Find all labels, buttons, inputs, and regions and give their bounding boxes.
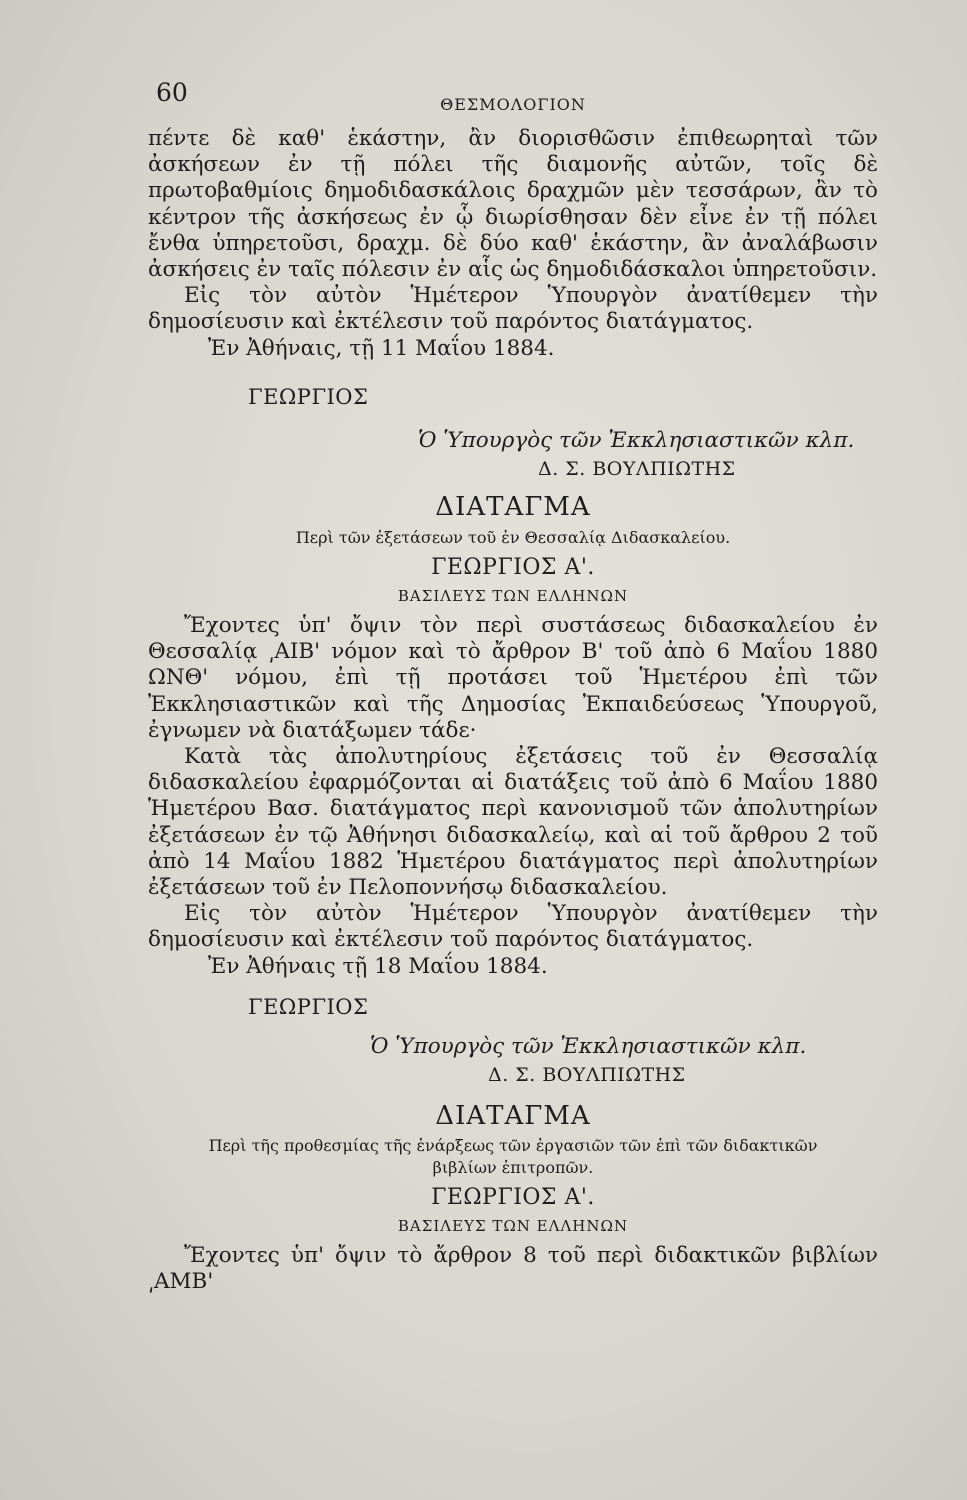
opening-king-signature: ΓΕΩΡΓΙΟΣ: [248, 384, 369, 409]
opening-minister-title: Ὁ Ὑπουργὸς τῶν Ἐκκλησιαστικῶν κλπ.: [418, 428, 855, 454]
opening-paragraph: πέντε δὲ καθ' ἑκάστην, ἂν διορισθῶσιν ἐπιθεωρηταὶ τῶν ἀσκήσεων ἐν τῇ πόλει τῆς διαμονῆς αὐτῶν, τοῖς δὲ πρωτοβαθμίοις δημοδιδασκάλοις δραχμῶν μὲν τεσσάρων, ἂν τὸ κέντρον τῆς ἀσκήσεως ἐν ᾧ διωρίσθησαν δὲν εἶνε ἐν τῇ πόλει ἔνθα ὑπηρετοῦσι, δραχμ. δὲ δύο καθ' ἑκάστην, ἂν ἀναλάβωσιν ἀσκήσεις ἐν ταῖς πόλεσιν ἐν αἷς ὡς δημοδιδάσκαλοι ὑπηρετοῦσιν.: [148, 126, 878, 283]
opening-execution-clause: Εἰς τὸν αὐτὸν Ἡμέτερον Ὑπουργὸν ἀνατίθεμεν τὴν δημοσίευσιν καὶ ἐκτέλεσιν τοῦ παρόντος διατάγματος.: [148, 283, 878, 335]
page-number: 60: [156, 78, 188, 107]
decree2-preamble: Ἔχοντες ὑπ' ὄψιν τὸ ἄρθρον 8 τοῦ περὶ διδακτικῶν βιβλίων ͵ΑΜΒ': [148, 1243, 878, 1295]
decree1-execution-clause: Εἰς τὸν αὐτὸν Ἡμέτερον Ὑπουργὸν ἀνατίθεμεν τὴν δημοσίευσιν καὶ ἐκτέλεσιν τοῦ παρόντος διατάγματος.: [148, 901, 878, 953]
running-title: ΘΕΣΜΟΛΟΓΙΟΝ: [440, 95, 586, 114]
decree1-minister-name: Δ. Σ. ΒΟΥΛΠΙΩΤΗΣ: [488, 1064, 686, 1087]
decree1-issuer-title: ΒΑΣΙΛΕΥΣ ΤΩΝ ΕΛΛΗΝΩΝ: [397, 586, 629, 605]
decree1-subject: Περὶ τῶν ἐξετάσεων τοῦ ἐν Θεσσαλίᾳ Διδασκαλείου.: [295, 527, 731, 547]
opening-minister-name: Δ. Σ. ΒΟΥΛΠΙΩΤΗΣ: [538, 458, 736, 481]
decree2-issuer: ΓΕΩΡΓΙΟΣ Α'.: [431, 1184, 595, 1210]
decree1-date: Ἐν Ἀθήναις τῇ 18 Μαΐου 1884.: [208, 953, 548, 979]
decree1-king-signature: ΓΕΩΡΓΙΟΣ: [248, 994, 369, 1019]
page-body: [148, 80, 878, 1296]
decree1-preamble: Ἔχοντες ὑπ' ὄψιν τὸν περὶ συστάσεως διδασκαλείου ἐν Θεσσαλίᾳ ͵ΑΙΒ' νόμον καὶ τὸ ἄρθρον Β' τοῦ ἀπὸ 6 Μαΐου 1880 ΩΝΘ' νόμου, ἐπὶ τῇ προτάσει τοῦ Ἡμετέρου ἐπὶ τῶν Ἐκκλησιαστικῶν καὶ τῆς Δημοσίας Ἐκπαιδεύσεως Ὑπουργοῦ, ἐγνωμεν νὰ διατάξωμεν τάδε·: [148, 613, 878, 743]
opening-date: Ἐν Ἀθήναις, τῇ 11 Μαΐου 1884.: [208, 335, 555, 361]
decree2-subject: Περὶ τῆς προθεσμίας τῆς ἐνάρξεως τῶν ἐργασιῶν τῶν ἐπὶ τῶν διδακτικῶν βιβλίων ἐπιτροπῶν.: [208, 1135, 818, 1177]
decree1-minister-title: Ὁ Ὑπουργὸς τῶν Ἐκκλησιαστικῶν κλπ.: [370, 1034, 807, 1060]
decree1-article: Κατὰ τὰς ἀπολυτηρίους ἐξετάσεις τοῦ ἐν Θεσσαλίᾳ διδασκαλείου ἐφαρμόζονται αἱ διατάξεις τοῦ ἀπὸ 6 Μαΐου 1880 Ἡμετέρου Βασ. διατάγματος περὶ κανονισμοῦ τῶν ἀπολυτηρίων ἐξετάσεων ἐν τῷ Ἀθήνησι διδασκαλείῳ, καὶ αἱ τοῦ ἄρθρου 2 τοῦ ἀπὸ 14 Μαΐου 1882 Ἡμετέρου διατάγματος περὶ ἀπολυτηρίων ἐξετάσεων τοῦ ἐν Πελοποννήσῳ διδασκαλείου.: [148, 744, 878, 901]
decree2-heading: ΔΙΑΤΑΓΜΑ: [435, 1100, 591, 1131]
page-header: [148, 80, 878, 126]
decree1-heading: ΔΙΑΤΑΓΜΑ: [435, 492, 591, 523]
decree1-issuer: ΓΕΩΡΓΙΟΣ Α'.: [431, 554, 595, 580]
decree2-issuer-title: ΒΑΣΙΛΕΥΣ ΤΩΝ ΕΛΛΗΝΩΝ: [397, 1216, 629, 1235]
